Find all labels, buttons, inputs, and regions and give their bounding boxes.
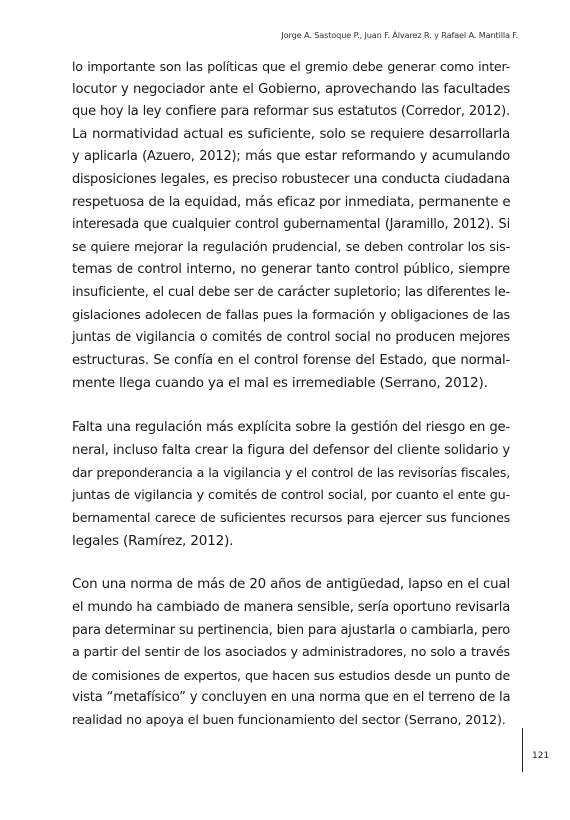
text-line: disposiciones legales, es preciso robustecer una conducta ciudadana [72, 171, 510, 187]
body-text [72, 56, 510, 733]
text-line: y aplicarla (Azuero, 2012); más que estar reformando y acumulando [72, 149, 510, 165]
paragraph-1 [72, 56, 510, 395]
text-line: juntas de vigilancia y comités de control social, por cuanto el ente gu- [72, 487, 510, 503]
text-line: el mundo ha cambiado de manera sensible, sería oportuno revisarla [72, 600, 511, 616]
text-line: bernamental carece de suficientes recursos para ejercer sus funciones [72, 510, 510, 526]
page-number: 121 [532, 751, 550, 761]
text-line: Falta una regulación más explícita sobre la gestión del riesgo en ge- [72, 419, 510, 435]
paragraph-2 [72, 417, 510, 553]
text-line: insuficiente, el cual debe ser de carácter supletorio; las diferentes le- [72, 284, 510, 300]
text-line: que hoy la ley confiere para reformar sus estatutos (Corredor, 2012). [72, 104, 510, 120]
text-line: respetuosa de la equidad, más eficaz por inmediata, permanente e [72, 194, 511, 210]
text-line: temas de control interno, no generar tanto control público, siempre [72, 262, 510, 278]
paragraph-3 [72, 574, 510, 732]
text-line: mente llega cuando ya el mal es irremediable (Serrano, 2012). [72, 375, 488, 392]
text-line: realidad no apoya el buen funcionamiento del sector (Serrano, 2012). [72, 713, 506, 729]
running-header: Jorge A. Sastoque P., Juan F. Álvarez R. y Rafael A. Mantilla F. [281, 30, 518, 40]
text-line: neral, incluso falta crear la figura del defensor del cliente solidario y [72, 442, 510, 458]
text-line: juntas de vigilancia o comités de control social no producen mejores [72, 330, 510, 346]
text-line: a partir del sentir de los asociados y administradores, no solo a través [72, 645, 510, 661]
text-line: se quiere mejorar la regulación prudencial, se deben controlar los sis- [72, 239, 510, 255]
text-line: dar preponderancia a la vigilancia y el control de las revisorías fiscales, [72, 465, 510, 481]
text-line: Con una norma de más de 20 años de antigüedad, lapso en el cual [72, 577, 510, 593]
text-line: estructuras. Se confía en el control forense del Estado, que normal- [72, 352, 510, 368]
text-line: locutor y negociador ante el Gobierno, aprovechando las facultades [72, 81, 510, 97]
text-line: La normatividad actual es suficiente, solo se requiere desarrollarla [72, 126, 510, 142]
text-line: vista “metafísico” y concluyen en una norma que en el terreno de la [72, 690, 511, 706]
text-line: gislaciones adolecen de fallas pues la formación y obligaciones de las [72, 307, 510, 323]
text-line: legales (Ramírez, 2012). [72, 532, 234, 549]
text-line: lo importante son las políticas que el gremio debe generar como inter- [72, 59, 510, 74]
text-line: de comisiones de expertos, que hacen sus estudios desde un punto de [72, 667, 510, 683]
page-number-rule [522, 728, 523, 772]
text-line: interesada que cualquier control gubernamental (Jaramillo, 2012). Si [72, 217, 510, 233]
text-line: para determinar su pertinencia, bien para ajustarla o cambiarla, pero [72, 622, 510, 638]
